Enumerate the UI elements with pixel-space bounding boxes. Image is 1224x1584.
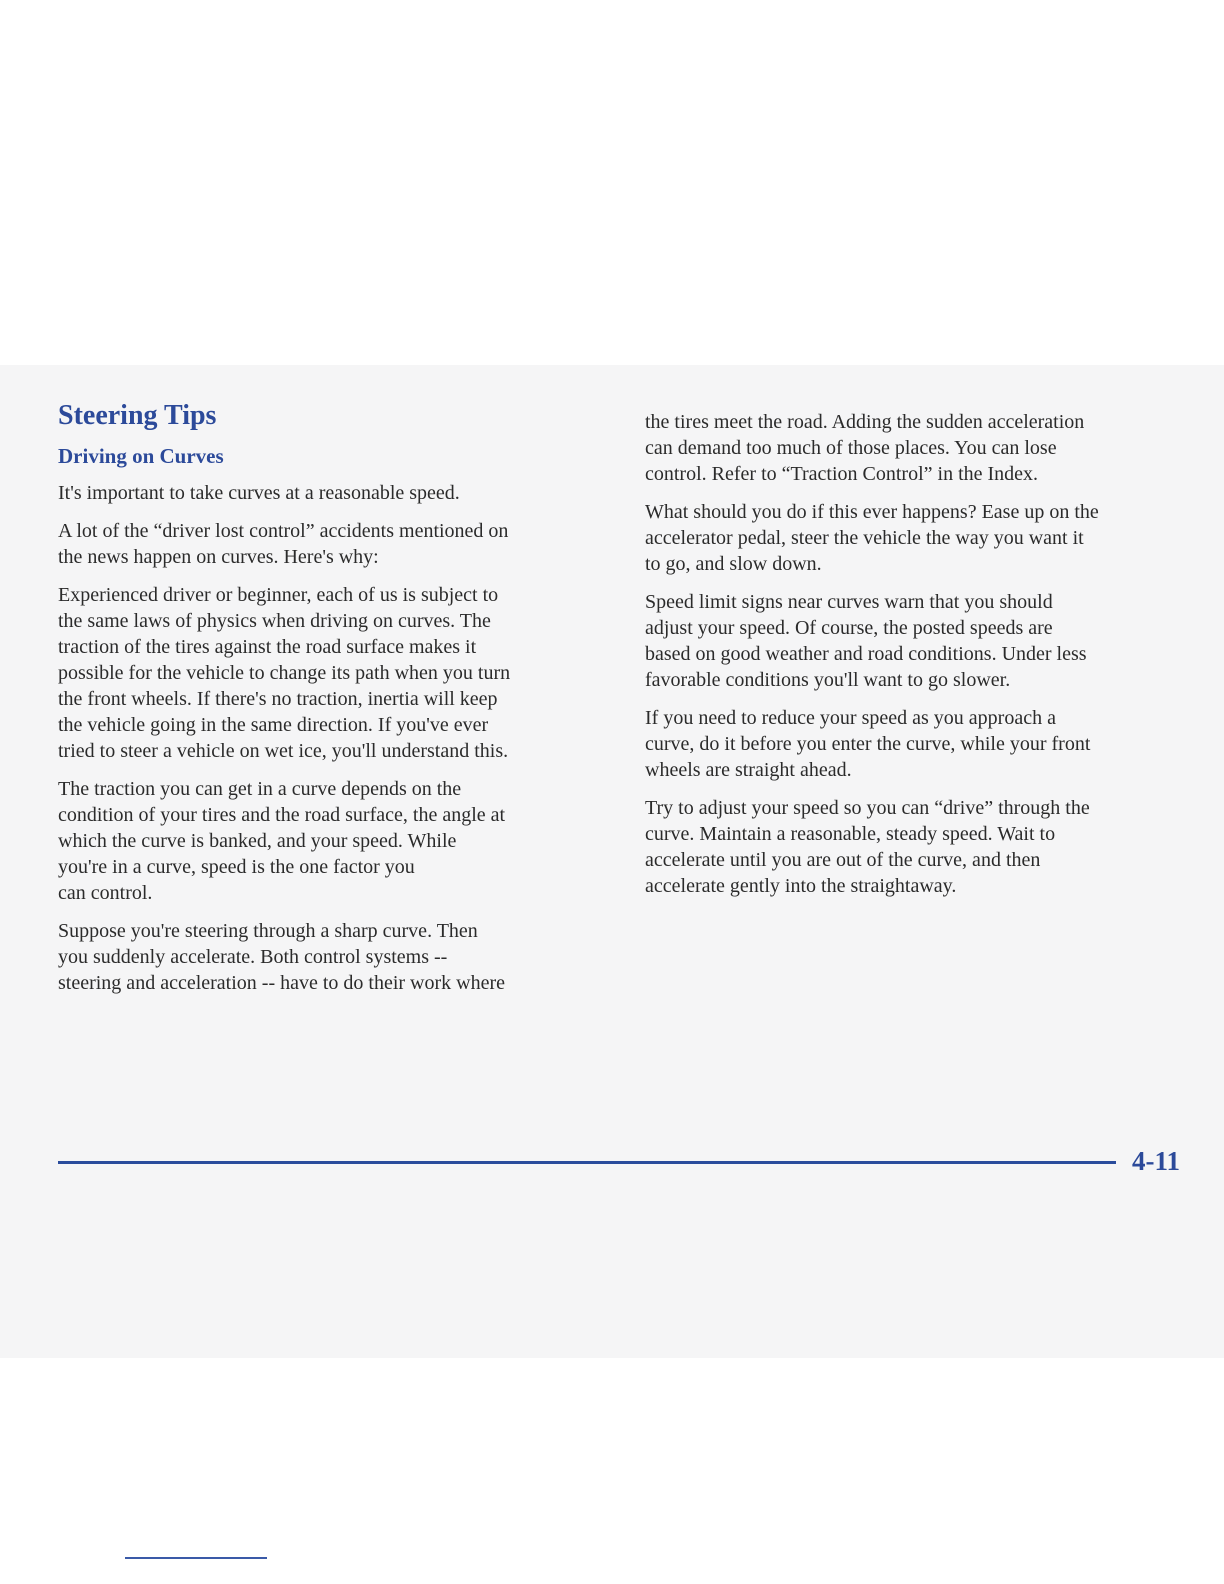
footer-rule (58, 1161, 1116, 1164)
text-line: Suppose you're steering through a sharp curve. Then (58, 920, 478, 942)
paragraph (645, 499, 1205, 577)
subsection-title: Driving on Curves (58, 444, 224, 468)
page-number: 4-11 (1132, 1146, 1181, 1176)
text-line: Try to adjust your speed so you can “drive” through the (645, 797, 1090, 819)
text-line: which the curve is banked, and your speed. While (58, 830, 457, 852)
text-line: the tires meet the road. Adding the sudden acceleration (645, 411, 1085, 433)
paragraph (645, 705, 1205, 783)
text-line: the news happen on curves. Here's why: (58, 546, 379, 568)
text-line: favorable conditions you'll want to go slower. (645, 669, 1011, 691)
right-body (645, 409, 1205, 899)
right-column (645, 409, 1205, 911)
text-line: condition of your tires and the road surface, the angle at (58, 804, 506, 826)
paragraph (58, 918, 618, 996)
text-line: What should you do if this ever happens? Ease up on the (645, 501, 1099, 523)
text-line: can control. (58, 882, 153, 904)
text-line: accelerate until you are out of the curve, and then (645, 849, 1041, 871)
bottom-mark (125, 1557, 267, 1559)
paragraph (645, 589, 1205, 693)
text-line: based on good weather and road conditions. Under less (645, 643, 1087, 665)
text-line: The traction you can get in a curve depends on the (58, 778, 462, 800)
text-line: tried to steer a vehicle on wet ice, you'll understand this. (58, 740, 509, 762)
section-title: Steering Tips (58, 400, 217, 431)
text-line: curve. Maintain a reasonable, steady speed. Wait to (645, 823, 1056, 845)
text-line: control. Refer to “Traction Control” in the Index. (645, 463, 1039, 485)
text-line: wheels are straight ahead. (645, 759, 852, 781)
paragraph (58, 776, 618, 906)
text-line: Speed limit signs near curves warn that you should (645, 591, 1053, 613)
left-body (58, 480, 618, 996)
text-line: curve, do it before you enter the curve, while your front (645, 733, 1091, 755)
paragraph (58, 480, 618, 506)
text-line: steering and acceleration -- have to do their work where (58, 972, 506, 994)
paragraph (58, 518, 618, 570)
text-line: accelerate gently into the straightaway. (645, 875, 957, 897)
left-column (58, 398, 618, 1008)
text-line: A lot of the “driver lost control” accidents mentioned on (58, 520, 509, 542)
text-line: you suddenly accelerate. Both control systems -- (58, 946, 448, 968)
text-line: It's important to take curves at a reasonable speed. (58, 482, 460, 504)
text-line: the front wheels. If there's no traction, inertia will keep (58, 688, 498, 710)
text-line: can demand too much of those places. You can lose (645, 437, 1057, 459)
paragraph (58, 582, 618, 764)
text-line: traction of the tires against the road surface makes it (58, 636, 477, 658)
paragraph (645, 409, 1205, 487)
text-line: If you need to reduce your speed as you approach a (645, 707, 1056, 729)
text-line: Experienced driver or beginner, each of us is subject to (58, 584, 499, 606)
text-line: to go, and slow down. (645, 553, 822, 575)
text-line: you're in a curve, speed is the one factor you (58, 856, 415, 878)
text-line: the vehicle going in the same direction. If you've ever (58, 714, 489, 736)
text-line: adjust your speed. Of course, the posted speeds are (645, 617, 1053, 639)
text-line: possible for the vehicle to change its path when you turn (58, 662, 511, 684)
text-line: accelerator pedal, steer the vehicle the way you want it (645, 527, 1084, 549)
text-line: the same laws of physics when driving on curves. The (58, 610, 491, 632)
paragraph (645, 795, 1205, 899)
